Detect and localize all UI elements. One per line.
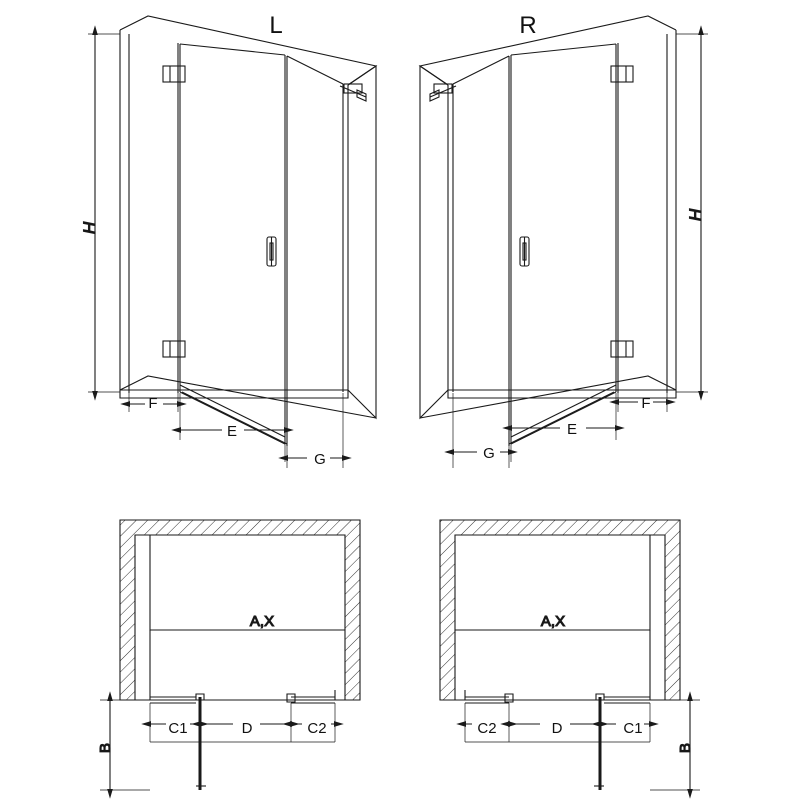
plan-left [97,520,360,790]
plan-left-dim-d: D [241,720,253,737]
plan-right-dim-d: D [551,720,563,737]
plan-right-dim-c2: C2 [477,720,497,737]
variant-label-l: L [269,12,283,39]
plan-right [440,520,700,790]
plan-left-wall-label: A,X [249,613,275,630]
plan-left-dim-c2: C2 [307,720,327,737]
elevation-right-dim-f: F [641,395,651,412]
plan-right-wall-label: A,X [540,613,566,630]
elevation-right-height-label: H [686,208,705,222]
variant-label-r: R [519,12,537,39]
elevation-left [80,16,376,468]
plan-right-depth-label: B [677,742,694,754]
elevation-left-dim-g: G [314,451,326,468]
elevation-right-dim-g: G [483,445,495,462]
plan-left-depth-label: B [97,742,114,754]
elevation-right-dim-e: E [566,421,578,438]
elevation-left-dim-f: F [148,395,158,412]
elevation-left-height-label: H [80,221,99,235]
plan-right-dim-c1: C1 [623,720,643,737]
elevation-right [420,16,708,468]
plan-left-dim-c1: C1 [168,720,188,737]
elevation-left-dim-e: E [226,423,238,440]
